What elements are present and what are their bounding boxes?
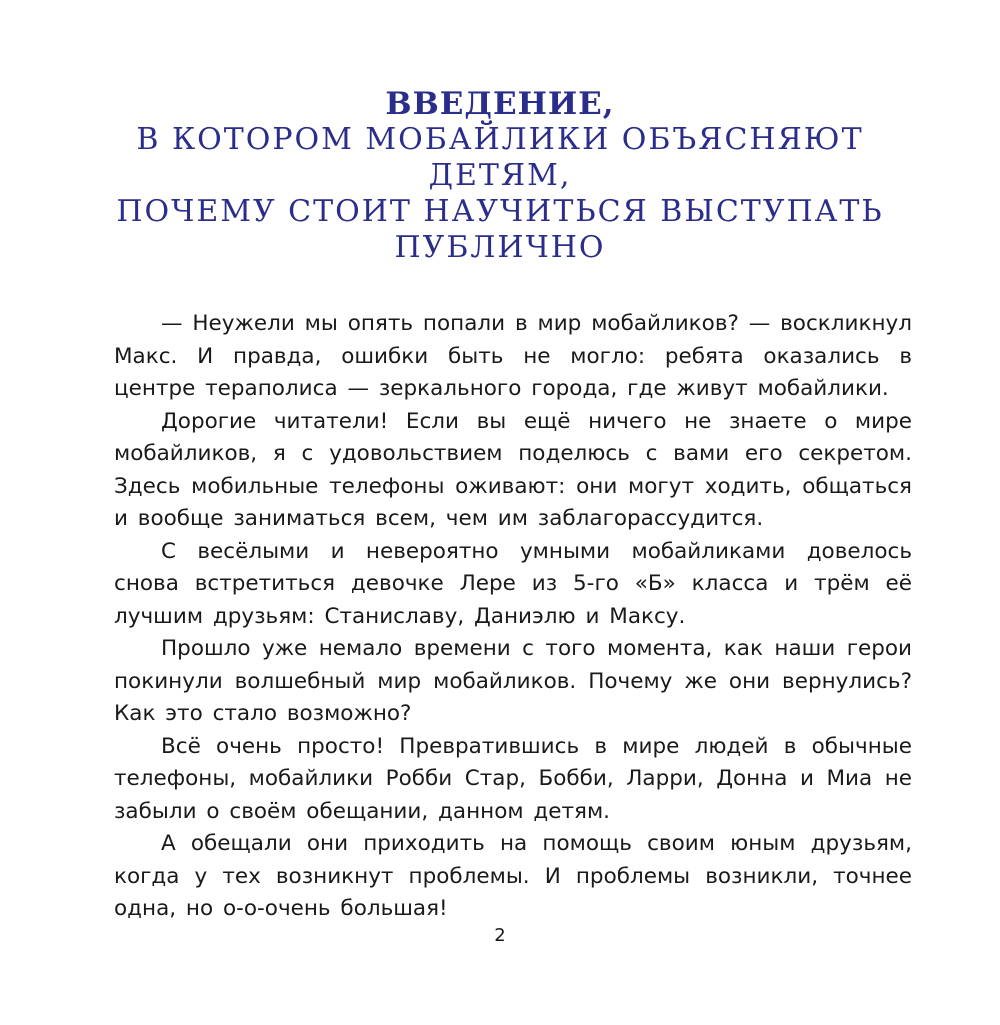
paragraph: С весёлыми и невероятно умными мобайликами довелось снова встретиться девочке Лере из 5-го «Б» класса и трём её лучшим друзьям: Станиславу, Даниэлю и Максу. [114, 538, 912, 629]
chapter-subtitle-line: ПУБЛИЧНО [394, 230, 606, 265]
chapter-label: ВВЕДЕНИЕ, [385, 86, 615, 122]
paragraph: А обещали они приходить на помощь своим юным друзьям, когда у тех возникнут проблемы. И проблемы возникли, точнее одна, но о-о-очень большая! [114, 831, 912, 921]
paragraph: Прошло уже немало времени с того момента, как наши герои покинули волшебный мир мобайликов. Почему же они вернулись? Как это стало возможно? [114, 636, 912, 726]
paragraph: — Неужели мы опять попали в мир мобайликов? — воскликнул Макс. И правда, ошибки быть не могло: ребята оказались в центре тераполиса — зеркального города, где живут мобайлики. [114, 311, 912, 401]
body-text [114, 308, 912, 926]
chapter-subtitle-line: ПОЧЕМУ СТОИТ НАУЧИТЬСЯ ВЫСТУПАТЬ [116, 194, 884, 229]
page-number: 2 [494, 925, 506, 946]
paragraph: Дорогие читатели! Если вы ещё ничего не знаете о мире мобайликов, я с удовольствием поделюсь с вами его секретом. Здесь мобильные телефоны оживают: они могут ходить, общаться и вообще заниматься всем, чем им заблагорассудится. [114, 408, 912, 531]
chapter-subtitle-line: В КОТОРОМ МОБАЙЛИКИ ОБЪЯСНЯЮТ ДЕТЯМ, [136, 122, 864, 193]
paragraph: Всё очень просто! Превратившись в мире людей в обычные телефоны, мобайлики Робби Стар, Бобби, Ларри, Донна и Миа не забыли о своём обещании, данном детям. [114, 733, 912, 824]
chapter-heading [60, 86, 940, 266]
